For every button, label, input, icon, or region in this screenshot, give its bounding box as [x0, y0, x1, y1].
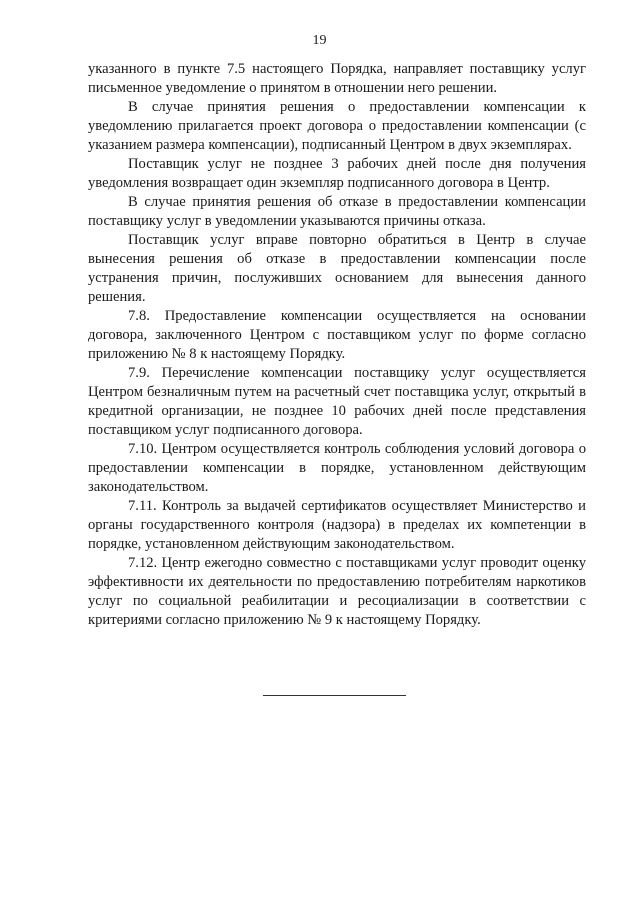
paragraph-return-contract: Поставщик услуг не позднее 3 рабочих дней после дня получения уведомления возвращает один экземпляр подписанного договора в Центр.	[88, 156, 586, 191]
paragraph-reapply: Поставщик услуг вправе повторно обратиться в Центр в случае вынесения решения об отказе в предоставлении компенсации после устранения причин, послуживших основанием для вынесения данного решения.	[88, 232, 586, 305]
page-number: 19	[312, 33, 327, 48]
paragraph-7-12: 7.12. Центр ежегодно совместно с поставщиками услуг проводит оценку эффективности их деятельности по предоставлению потребителям наркотиков услуг по социальной реабилитации и ресоциализации в соответствии с критериями согласно приложению № 9 к настоящему Порядку.	[88, 555, 586, 628]
paragraph-7-8: 7.8. Предоставление компенсации осуществляется на основании договора, заключенного Центром с поставщиком услуг по форме согласно приложению № 8 к настоящему Порядку.	[88, 308, 586, 362]
paragraph-compensation-decision: В случае принятия решения о предоставлении компенсации к уведомлению прилагается проект договора о предоставлении компенсации (с указанием размера компенсации), подписанный Центром в двух экземплярах.	[88, 99, 586, 153]
paragraph-refusal-reasons: В случае принятия решения об отказе в предоставлении компенсации поставщику услуг в уведомлении указываются причины отказа.	[88, 194, 586, 229]
end-separator-line	[263, 695, 406, 696]
document-body	[88, 60, 586, 630]
paragraph-continuation: указанного в пункте 7.5 настоящего Порядка, направляет поставщику услуг письменное уведомление о принятом в отношении него решении.	[88, 61, 586, 96]
paragraph-7-10: 7.10. Центром осуществляется контроль соблюдения условий договора о предоставлении компенсации в порядке, установленном действующим законодательством.	[88, 441, 586, 495]
paragraph-7-11: 7.11. Контроль за выдачей сертификатов осуществляет Министерство и органы государственного контроля (надзора) в пределах их компетенции в порядке, установленном действующим законодательством.	[88, 498, 586, 552]
paragraph-7-9: 7.9. Перечисление компенсации поставщику услуг осуществляется Центром безналичным путем на расчетный счет поставщика услуг, открытый в кредитной организации, не позднее 10 рабочих дней после представления поставщиком услуг подписанного договора.	[88, 365, 586, 438]
